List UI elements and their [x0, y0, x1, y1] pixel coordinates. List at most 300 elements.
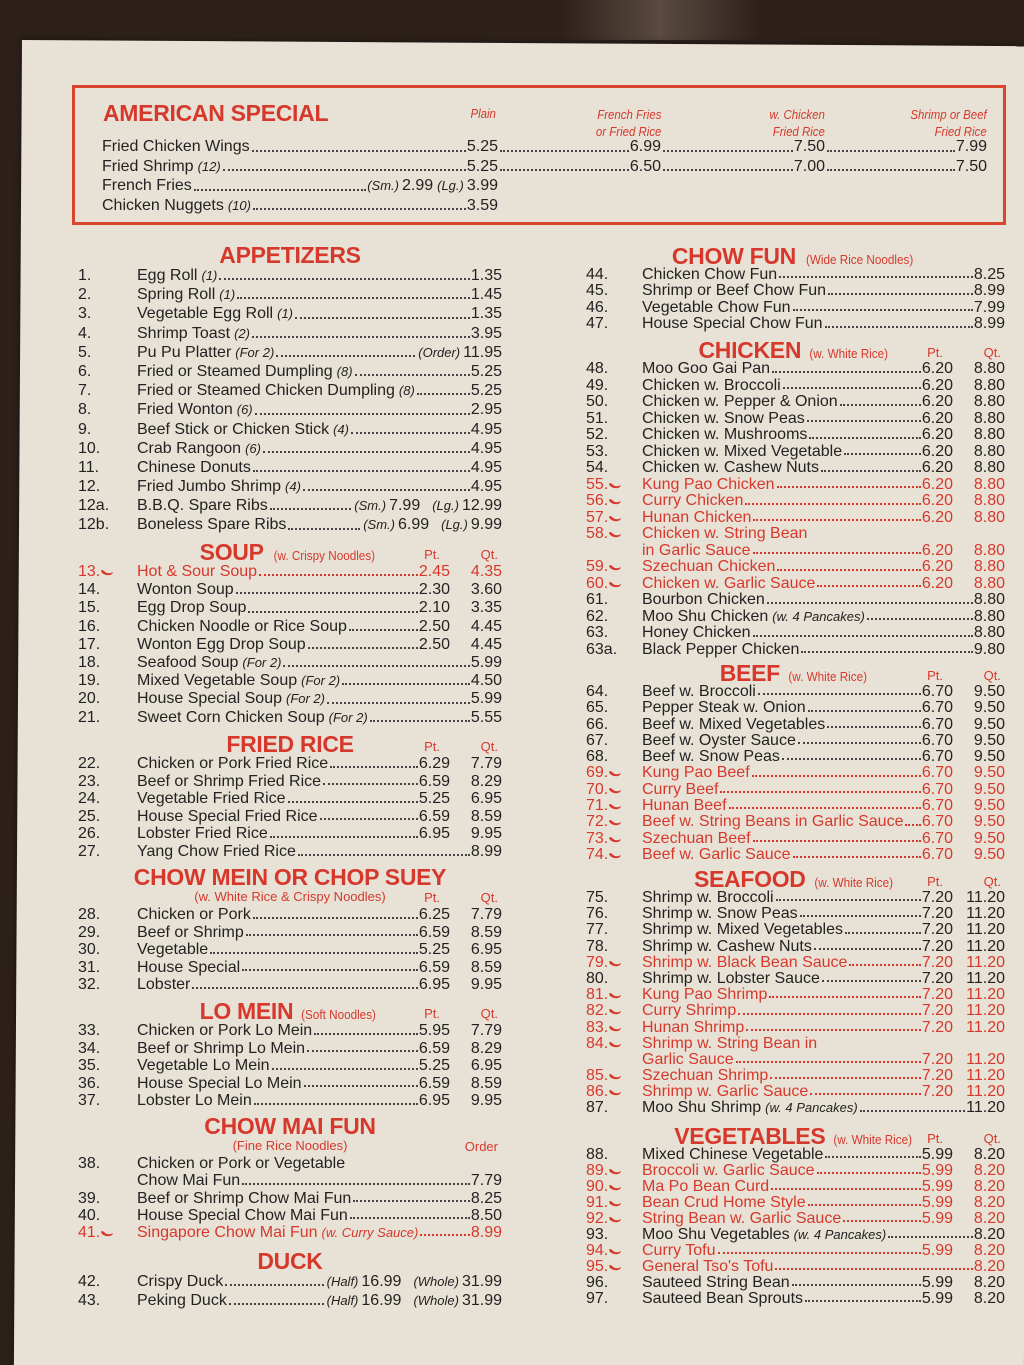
item-number	[78, 1207, 137, 1224]
menu-item	[586, 427, 1005, 444]
dot-leader	[808, 1204, 921, 1206]
item-name: Chicken w. Garlic Sauce	[642, 574, 816, 592]
item-number	[586, 798, 642, 814]
section-items	[586, 361, 1005, 658]
item-name: String Bean w. Garlic Sauce	[642, 1210, 842, 1227]
price-group	[922, 733, 953, 749]
item-body	[642, 955, 1005, 971]
item-number-text: 36.	[78, 1074, 101, 1092]
menu-item	[586, 592, 1005, 609]
dot-leader	[825, 326, 973, 328]
item-number	[78, 1022, 137, 1040]
item-name: Chicken or Pork Lo Mein	[137, 1022, 313, 1039]
item-number-text: 91.	[586, 1194, 609, 1211]
item-number	[78, 477, 137, 496]
item-number-text: 44.	[586, 266, 609, 283]
item-number	[586, 444, 642, 461]
item-number-text: 89.	[586, 1162, 609, 1179]
item-body	[642, 847, 1005, 863]
item-price: 11.20	[966, 937, 1005, 955]
price-group	[450, 941, 502, 959]
item-price: 5.99	[921, 1162, 953, 1179]
item-number	[78, 636, 137, 654]
item-number-text: 14.	[78, 581, 101, 599]
item-number-text: 77.	[586, 921, 609, 939]
price-group	[471, 458, 502, 477]
menu-item	[78, 362, 502, 381]
item-body	[137, 581, 502, 599]
price-group	[325, 1291, 402, 1310]
menu-item	[586, 955, 1005, 971]
american-special-title: AMERICAN SPECIAL	[103, 100, 329, 126]
item-number	[586, 733, 642, 749]
item-price: 8.25	[973, 266, 1005, 283]
item-price: 11.20	[966, 889, 1005, 906]
item-number	[586, 1147, 642, 1163]
item-number-text: 30.	[78, 941, 101, 958]
section-subtitle: (w. White Rice)	[813, 875, 893, 890]
item-number-text: 53.	[586, 442, 609, 460]
dot-leader	[775, 1268, 972, 1270]
item-price: 6.20	[921, 558, 953, 575]
menu-item	[586, 1163, 1005, 1179]
price-group	[922, 890, 953, 906]
dot-leader	[800, 915, 921, 917]
item-number	[586, 1003, 642, 1019]
item-body	[642, 1259, 1005, 1275]
dot-leader	[330, 766, 418, 768]
item-price: 1.45	[470, 286, 502, 304]
menu-item	[586, 814, 1005, 830]
section-header	[78, 541, 502, 563]
item-name: Moo Shu Chicken	[642, 607, 769, 625]
item-price: 11.20	[966, 953, 1005, 971]
item-price: 6.70	[921, 699, 953, 717]
menu-section-duck	[78, 1250, 502, 1310]
item-number	[586, 1259, 642, 1275]
item-price: 6.59	[418, 772, 450, 790]
dot-leader	[194, 189, 366, 191]
item-number-text: 21.	[78, 708, 101, 726]
item-price: 4.45	[470, 635, 502, 653]
dot-leader	[844, 453, 921, 455]
menu-item	[586, 444, 1005, 461]
menu-item	[78, 808, 502, 826]
item-name: Pepper Steak w. Onion	[642, 699, 806, 717]
item-price: 8.20	[973, 1226, 1005, 1243]
item-name: Garlic Sauce	[642, 1050, 734, 1068]
price-group	[922, 1052, 953, 1068]
item-number	[78, 343, 137, 362]
section-title: DUCK	[257, 1248, 323, 1274]
item-price: 8.20	[973, 1194, 1005, 1211]
price-group	[922, 1068, 953, 1084]
item-price: 5.99	[921, 1290, 953, 1307]
hot-pepper-icon	[609, 1259, 622, 1266]
item-price: 6.59	[418, 807, 450, 825]
item-number	[586, 477, 642, 494]
item-number-text: 28.	[78, 906, 101, 923]
item-price: 9.95	[470, 1092, 502, 1109]
item-note: (4)	[333, 421, 349, 437]
item-body	[642, 1147, 1005, 1163]
price-group	[419, 1040, 450, 1058]
item-number-text: 63a.	[586, 640, 618, 658]
item-number	[78, 976, 137, 994]
item-price: 31.99	[461, 1273, 502, 1290]
price-group	[450, 773, 502, 791]
column-label: Pt.	[927, 874, 943, 889]
item-price: 8.99	[973, 282, 1005, 300]
dot-leader	[210, 952, 418, 954]
price-group	[450, 563, 502, 581]
item-price: 8.25	[470, 1189, 502, 1207]
item-price: 6.59	[418, 958, 450, 976]
menu-item	[78, 285, 502, 304]
item-price: 11.20	[966, 1067, 1005, 1085]
menu-item	[586, 1100, 1005, 1116]
price-group	[974, 642, 1005, 659]
item-number	[586, 625, 642, 642]
item-number	[78, 1057, 137, 1075]
item-body	[137, 599, 502, 617]
item-number-text: 35.	[78, 1057, 101, 1074]
item-number-text: 73.	[586, 829, 609, 847]
menu-item	[78, 1224, 502, 1241]
item-body	[642, 1036, 1005, 1052]
item-body	[642, 733, 1005, 749]
item-name: Crab Rangoon	[137, 439, 242, 457]
menu-section-chicken	[586, 339, 1005, 658]
item-price: 1.35	[470, 305, 502, 323]
item-number	[78, 1092, 137, 1110]
item-price: 7.50	[955, 157, 987, 175]
price-group	[419, 1057, 450, 1075]
price-label: (Sm.)	[363, 517, 395, 533]
menu-item	[586, 1243, 1005, 1259]
price-group	[922, 477, 953, 494]
item-note: (w. Curry Sauce)	[321, 1225, 419, 1241]
item-number	[586, 510, 642, 527]
menu-section-fried-rice	[78, 733, 502, 861]
item-price: 6.20	[921, 393, 953, 410]
price-group	[953, 831, 1005, 847]
item-price: 6.20	[921, 409, 953, 427]
item-name: Hunan Beef	[642, 797, 727, 815]
item-price: 5.25	[418, 1057, 450, 1074]
price-group	[953, 922, 1005, 938]
price-group	[953, 987, 1005, 1003]
item-number	[78, 266, 137, 285]
item-note: (For 2)	[328, 709, 368, 725]
column-header-1	[596, 106, 661, 140]
hot-pepper-icon	[609, 526, 622, 533]
item-name: Wonton Soup	[137, 581, 234, 599]
menu-item	[586, 361, 1005, 378]
item-body	[642, 526, 1005, 543]
dot-leader	[349, 629, 418, 631]
item-price: 6.70	[921, 764, 953, 782]
column-label: Pt.	[927, 1131, 943, 1146]
menu-item	[78, 959, 502, 977]
section-subtitle: (w. White Rice)	[788, 669, 867, 684]
item-number	[78, 1272, 137, 1291]
item-price: 6.95	[470, 1057, 502, 1074]
price-group	[419, 773, 450, 791]
hot-pepper-icon	[609, 847, 622, 854]
menu-item	[78, 709, 502, 727]
price-group	[953, 782, 1005, 798]
item-name: in Garlic Sauce	[642, 541, 751, 559]
dot-leader	[809, 437, 920, 439]
dot-leader	[777, 486, 921, 488]
item-number-text: 6.	[78, 362, 92, 380]
item-number	[586, 717, 642, 733]
section-items	[78, 1272, 502, 1310]
price-group	[450, 1040, 502, 1058]
dot-leader	[817, 1172, 921, 1174]
item-price: 6.70	[921, 731, 953, 749]
menu-item	[586, 411, 1005, 428]
item-name: Sauteed String Bean	[642, 1274, 790, 1291]
price-group	[419, 906, 450, 924]
item-body	[137, 941, 502, 959]
menu-section-lo-mein	[78, 1000, 502, 1110]
item-number	[78, 324, 137, 343]
section-header	[78, 244, 502, 266]
item-name: Chicken w. String Bean	[642, 525, 808, 542]
price-group	[922, 576, 953, 593]
item-body	[137, 654, 502, 672]
item-name: Fried Jumbo Shrimp	[137, 478, 282, 496]
item-name-col	[102, 196, 498, 216]
item-price: 11.20	[966, 905, 1005, 923]
item-body	[642, 510, 1005, 527]
item-number-text: 46.	[586, 298, 609, 316]
price-label: (Whole)	[413, 1274, 459, 1289]
price-group	[922, 906, 953, 922]
price-group	[471, 381, 502, 400]
menu-section-vegetables	[586, 1125, 1005, 1307]
dot-leader	[225, 1284, 323, 1286]
item-number-text: 56.	[586, 492, 609, 509]
section-title: SEAFOOD	[693, 866, 806, 892]
price-group	[922, 971, 953, 987]
dot-leader	[351, 432, 470, 434]
item-number-text: 60.	[586, 574, 609, 592]
item-note: (1)	[201, 268, 218, 283]
item-number	[78, 790, 137, 808]
item-price: 9.95	[470, 976, 502, 993]
item-number-text: 70.	[586, 780, 609, 798]
price-group	[419, 581, 450, 599]
item-body	[642, 493, 1005, 510]
item-body	[137, 1075, 502, 1093]
item-body	[137, 959, 502, 977]
item-name: Moo Shu Shrimp	[642, 1099, 762, 1117]
item-price: 6.20	[921, 426, 953, 443]
price-group	[953, 700, 1005, 716]
item-number-text: 8.	[78, 401, 92, 419]
item-body	[137, 324, 502, 343]
item-body	[137, 1172, 502, 1189]
item-price: 11.20	[966, 969, 1005, 987]
dot-leader	[745, 503, 921, 505]
item-note: (For 2)	[285, 691, 325, 707]
price-group	[953, 749, 1005, 765]
american-special-items	[102, 137, 992, 215]
item-body	[642, 700, 1005, 716]
price-col	[825, 137, 987, 157]
price-group	[471, 285, 502, 304]
item-body	[642, 316, 1005, 332]
item-name: Lobster	[137, 976, 191, 993]
item-price: 7.20	[921, 1002, 953, 1020]
section-header	[78, 733, 502, 755]
item-price: 6.20	[921, 541, 953, 559]
item-price: 2.30	[418, 581, 450, 599]
column-label: Qt.	[983, 874, 1001, 889]
item-name: Shrimp w. Mixed Vegetables	[642, 921, 843, 939]
item-price: 9.50	[973, 780, 1005, 798]
item-price: 11.20	[966, 1083, 1005, 1101]
dot-leader	[718, 1252, 921, 1254]
menu-item	[78, 496, 502, 515]
item-price: 9.50	[973, 715, 1005, 733]
price-group	[419, 599, 450, 617]
item-number	[78, 381, 137, 400]
item-price: 16.99	[361, 1273, 402, 1290]
menu-section-chow-fun	[586, 245, 1005, 333]
item-body	[642, 922, 1005, 938]
item-body	[137, 672, 502, 690]
section-title: CHICKEN	[698, 337, 802, 363]
price-group	[471, 477, 502, 496]
item-name: Fried Wonton	[137, 401, 233, 419]
item-number	[586, 460, 642, 477]
dot-leader	[810, 1093, 921, 1095]
item-name: Chicken w. Mushrooms	[642, 426, 808, 443]
item-body	[137, 1057, 502, 1075]
item-price: 8.59	[470, 958, 502, 976]
price-group	[966, 1100, 1005, 1116]
item-number	[586, 642, 642, 659]
dot-leader	[355, 374, 470, 376]
item-name: House Special Chow Fun	[642, 315, 823, 333]
item-number-text: 15.	[78, 599, 101, 617]
menu-item	[586, 1211, 1005, 1227]
hot-pepper-icon	[609, 1179, 622, 1186]
item-body	[642, 890, 1005, 906]
hot-pepper-icon	[609, 1243, 622, 1250]
item-number-text: 81.	[586, 986, 609, 1004]
item-note: (8)	[398, 383, 415, 399]
item-body	[137, 825, 502, 843]
column-header-line: Shrimp or Beef	[910, 107, 987, 122]
item-body	[137, 1040, 502, 1058]
menu-item	[78, 755, 502, 773]
item-price: 1.35	[470, 267, 502, 284]
item-number-text: 71.	[586, 797, 609, 815]
item-price: 4.95	[470, 420, 502, 438]
item-body	[642, 971, 1005, 987]
menu-item	[78, 381, 502, 400]
item-body	[137, 773, 502, 791]
hot-pepper-icon	[609, 814, 622, 821]
dot-leader	[753, 519, 920, 521]
item-number-text: 9.	[78, 420, 92, 438]
item-price: 9.95	[470, 825, 502, 843]
item-body	[137, 906, 502, 924]
dot-leader	[663, 169, 793, 171]
dot-leader	[252, 150, 466, 152]
item-number	[78, 755, 137, 773]
item-body	[642, 477, 1005, 494]
price-group	[953, 765, 1005, 781]
item-price: 6.95	[418, 825, 450, 843]
hot-pepper-icon	[609, 1195, 622, 1202]
price-group	[953, 955, 1005, 971]
column-header-0	[471, 105, 496, 122]
item-price: 5.25	[470, 362, 502, 380]
menu-item	[78, 1291, 502, 1310]
item-price: 8.80	[973, 459, 1005, 476]
item-body	[642, 831, 1005, 847]
item-number	[586, 831, 642, 847]
item-body	[642, 1100, 1005, 1116]
column-label: Qt.	[983, 1131, 1001, 1146]
dot-leader	[308, 647, 418, 649]
item-number	[78, 672, 137, 690]
item-number-text: 52.	[586, 426, 609, 443]
dot-leader	[500, 169, 629, 171]
price-group	[953, 717, 1005, 733]
hot-pepper-icon	[609, 1084, 622, 1091]
item-number-text: 96.	[586, 1274, 609, 1291]
price-group	[953, 939, 1005, 955]
price-group	[953, 1068, 1005, 1084]
item-note: (1)	[219, 287, 236, 303]
dot-leader	[303, 489, 470, 491]
price-group	[922, 1084, 953, 1100]
item-number	[586, 394, 642, 411]
dot-leader	[304, 1085, 418, 1087]
item-number	[586, 316, 642, 332]
price-group	[450, 1075, 502, 1093]
menu-item	[586, 684, 1005, 700]
menu-item	[102, 196, 992, 216]
item-price: 11.20	[966, 1002, 1005, 1020]
item-number	[586, 427, 642, 444]
section-items	[78, 1155, 502, 1241]
item-name: Chicken Chow Fun	[642, 266, 778, 283]
column-label: Qt.	[480, 1006, 498, 1021]
price-group	[471, 843, 502, 861]
item-number	[586, 1084, 642, 1100]
price-group	[953, 906, 1005, 922]
item-note: (w. 4 Pancakes)	[765, 1100, 858, 1116]
item-note: (1)	[277, 306, 293, 322]
item-name: Singapore Chow Mai Fun	[137, 1224, 318, 1242]
section-header	[586, 1125, 1005, 1147]
item-price: 7.50	[793, 138, 825, 155]
hot-pepper-icon	[609, 1020, 622, 1027]
item-body	[642, 1020, 1005, 1036]
item-price: 6.20	[921, 376, 953, 394]
item-number-text: 25.	[78, 807, 101, 825]
price-group	[953, 1147, 1005, 1163]
item-number	[586, 300, 642, 316]
